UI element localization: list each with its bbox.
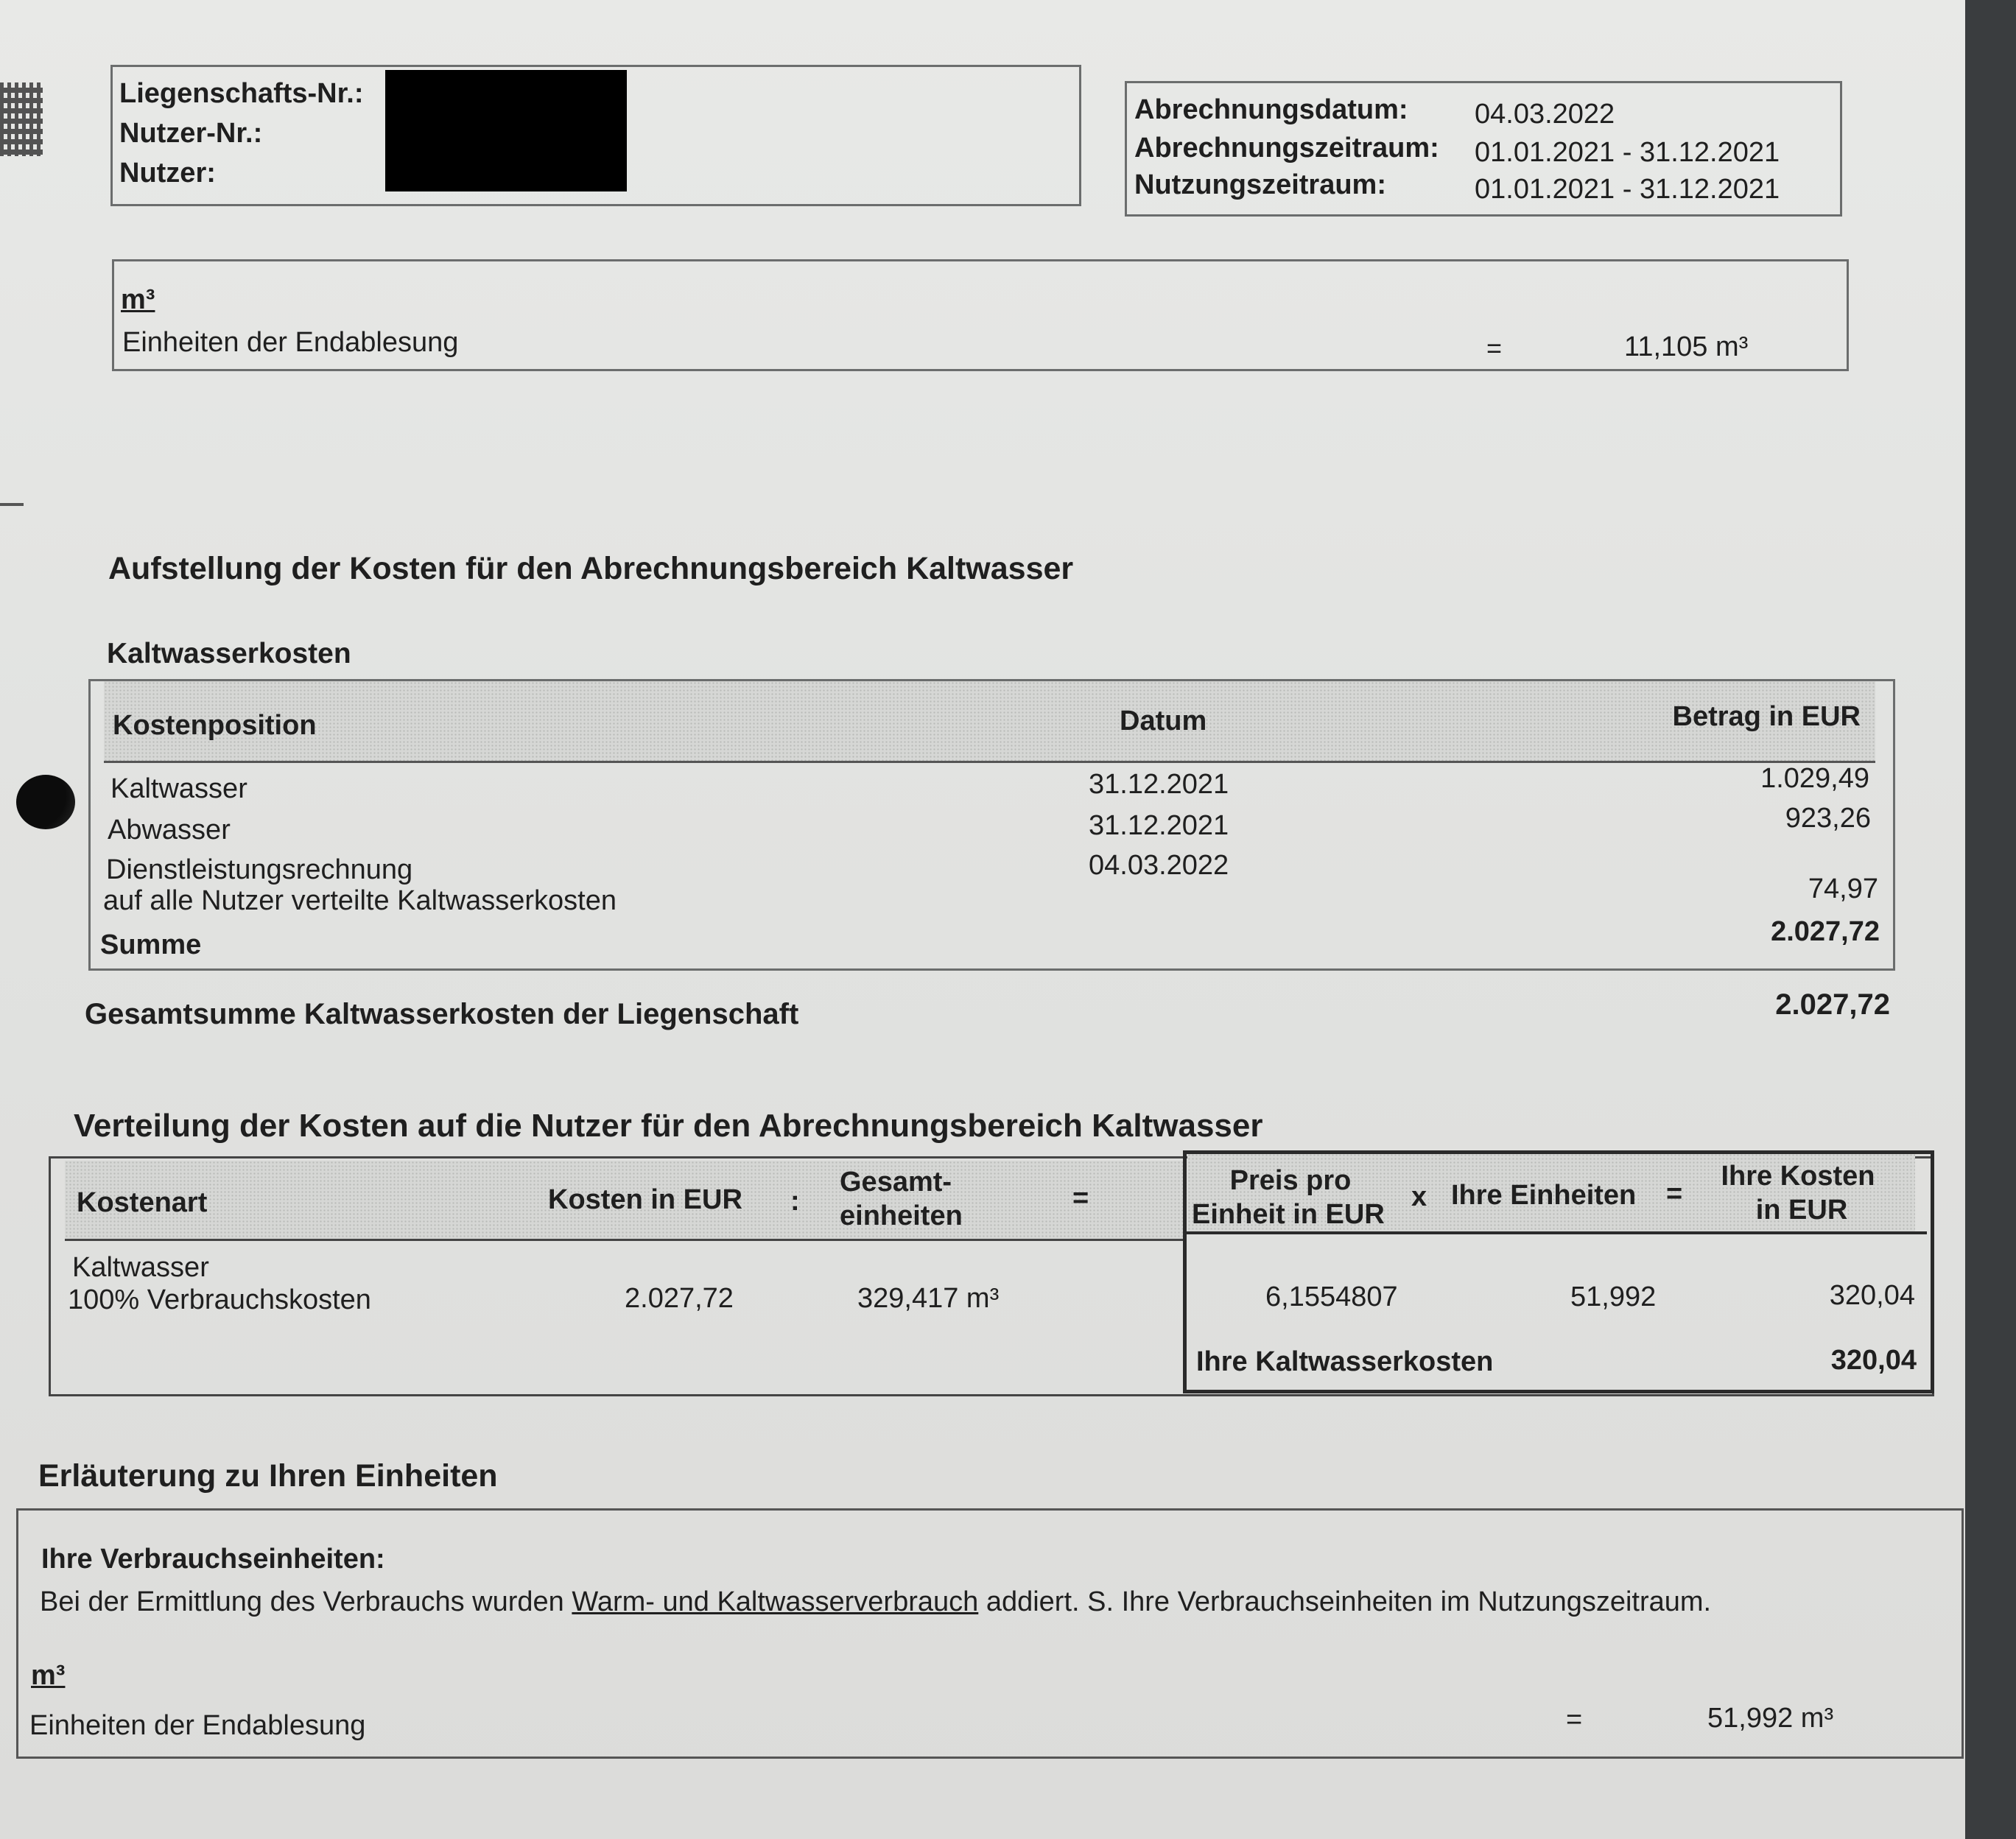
reading-label: Einheiten der Endablesung [122,327,459,358]
costs-row-0-datum: 31.12.2021 [1089,769,1229,800]
costs-row-3-betrag: 74,97 [1808,873,1878,904]
dist-row-kosten: 2.027,72 [625,1283,734,1314]
dist-header-einheiten: Ihre Einheiten [1451,1180,1637,1211]
dist-total-label: Ihre Kaltwasserkosten [1196,1346,1494,1377]
redaction-block [385,70,627,191]
dist-header-preis-2: Einheit in EUR [1192,1199,1385,1230]
explanation-text-link: Warm- und Kaltwasserverbrauch [572,1586,979,1617]
explanation-text-after: addiert. S. Ihre Verbrauchseinheiten im Nutzungszeitraum. [978,1586,1712,1617]
dist-header-eq2: = [1666,1178,1683,1209]
costs-row-1-betrag: 923,26 [1785,803,1871,834]
background-edge [1965,0,2016,1839]
reading-equals: = [1486,333,1503,363]
dist-header-kostenart: Kostenart [77,1187,208,1218]
distribution-title: Verteilung der Kosten auf die Nutzer für den Abrechnungsbereich Kaltwasser [74,1108,1263,1144]
costs-table-header [104,681,1875,763]
dist-row-einheiten: 51,992 [1570,1281,1657,1312]
explanation-value: 51,992 m³ [1707,1703,1834,1734]
dist-header-colon: : [790,1186,800,1217]
dist-header-ihre-kosten-1: Ihre Kosten [1721,1161,1875,1192]
dist-header-times: x [1411,1181,1427,1212]
costs-header-position: Kostenposition [113,710,317,741]
dist-row-kostenart-2: 100% Verbrauchskosten [68,1284,371,1315]
dist-row-ihre-kosten: 320,04 [1829,1280,1915,1311]
costs-row-1-datum: 31.12.2021 [1089,810,1229,841]
punch-hole [16,775,75,829]
costs-row-0-position: Kaltwasser [110,773,247,804]
abrechnungszeitraum-label: Abrechnungszeitraum: [1134,133,1439,163]
nutzer-nr-label: Nutzer-Nr.: [119,118,263,149]
nutzungszeitraum-value: 01.01.2021 - 31.12.2021 [1475,174,1780,205]
dist-header-preis-1: Preis pro [1229,1165,1352,1196]
abrechnungszeitraum-value: 01.01.2021 - 31.12.2021 [1475,137,1780,168]
reading-unit: m³ [121,284,155,315]
explanation-text [40,1586,1711,1618]
abrechnungsdatum-value: 04.03.2022 [1475,99,1615,130]
explanation-equals: = [1566,1704,1583,1735]
gesamt-value: 2.027,72 [1775,988,1890,1021]
dist-header-gesamt-2: einheiten [840,1200,963,1231]
qr-code-icon [0,82,43,156]
costs-row-0-betrag: 1.029,49 [1760,763,1869,794]
costs-subtitle: Kaltwasserkosten [107,638,351,669]
explanation-heading: Ihre Verbrauchseinheiten: [41,1544,385,1575]
abrechnungsdatum-label: Abrechnungsdatum: [1134,94,1408,125]
costs-row-2-position: Dienstleistungsrechnung [106,854,413,885]
costs-row-2-datum: 04.03.2022 [1089,850,1229,881]
explanation-title: Erläuterung zu Ihren Einheiten [38,1458,498,1494]
dist-header-eq1: = [1072,1183,1089,1214]
costs-title: Aufstellung der Kosten für den Abrechnungsbereich Kaltwasser [108,551,1074,586]
explanation-label: Einheiten der Endablesung [29,1710,366,1741]
costs-summe-value: 2.027,72 [1771,916,1880,947]
nutzungszeitraum-label: Nutzungszeitraum: [1134,169,1386,200]
nutzer-label: Nutzer: [119,158,216,189]
costs-header-betrag: Betrag in EUR [1672,701,1861,732]
dist-header-ihre-kosten-2: in EUR [1755,1195,1848,1226]
fold-mark [0,503,24,506]
gesamt-label: Gesamtsumme Kaltwasserkosten der Liegenschaft [85,998,799,1030]
liegenschaft-label: Liegenschafts-Nr.: [119,78,364,109]
distribution-header-divider [1184,1231,1927,1234]
reading-value: 11,105 m³ [1624,331,1749,362]
dist-row-gesamt: 329,417 m³ [857,1283,1000,1314]
dist-header-gesamt-1: Gesamt- [840,1167,952,1198]
costs-row-1-position: Abwasser [108,815,231,845]
explanation-unit: m³ [31,1660,66,1691]
dist-row-preis: 6,1554807 [1265,1281,1398,1312]
dist-row-kostenart-1: Kaltwasser [72,1252,209,1283]
costs-row-3-position: auf alle Nutzer verteilte Kaltwasserkosten [103,885,617,916]
costs-header-datum: Datum [1120,706,1207,736]
dist-total-value: 320,04 [1830,1345,1917,1376]
dist-header-kosten: Kosten in EUR [548,1184,742,1215]
explanation-text-before: Bei der Ermittlung des Verbrauchs wurden [40,1586,572,1617]
costs-summe-label: Summe [100,929,202,960]
